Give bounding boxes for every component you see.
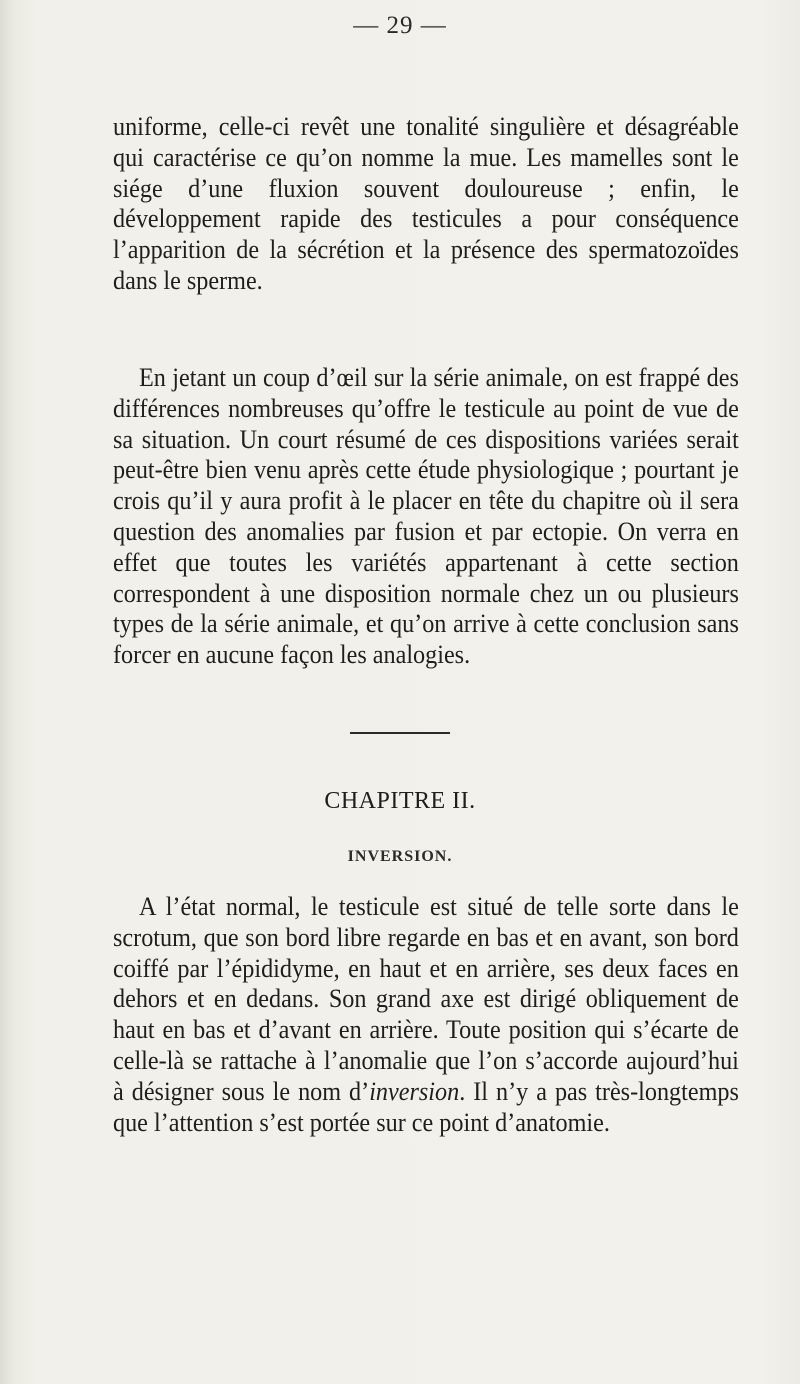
page-number: — 29 — bbox=[353, 12, 447, 39]
chapter-title: CHAPITRE II. bbox=[324, 788, 476, 814]
paragraph-3-text-end: . Il n’y a pas très-longtemps que l’attention s’est portée sur ce point d’anatomie. bbox=[113, 1076, 739, 1137]
section-divider bbox=[350, 732, 450, 734]
section-title: INVERSION. bbox=[347, 848, 453, 865]
paragraph-inversion bbox=[113, 892, 739, 1138]
paragraph-3-text-start: A l’état normal, le testicule est situé de telle sorte dans le scrotum, que son bord libre regarde en bas et en avant, son bord coiffé par l’épididyme, en haut et en arrière, ses deux faces en dehors et en dedans. Son grand axe est dirigé obliquement de haut en bas et d’avant en arrière. Toute position qui s’écarte de celle-là se rattache à l’anomalie que l’on s’accorde aujourd’hui à désigner sous le nom d’ bbox=[113, 892, 739, 1106]
paragraph-3-emphasis: inversion bbox=[369, 1076, 460, 1106]
paragraph-series-animale: En jetant un coup d’œil sur la série animale, on est frappé des différences nombreuses qu’offre le testicule au point de vue de sa situation. Un court résumé de ces dispositions variées serait peut-être bien venu après cette étude physiologique ; pourtant je crois qu’il y aura profit à le placer en tête du chapitre où il sera question des anomalies par fusion et par ectopie. On verra en effet que toutes les variétés appartenant à cette section correspondent à une disposition normale chez un ou plusieurs types de la série animale, et qu’on arrive à cette conclusion sans forcer en aucune façon les analogies. bbox=[113, 363, 739, 670]
paragraph-continuation: uniforme, celle-ci revêt une tonalité singulière et désagréable qui caractérise ce qu’on nomme la mue. Les mamelles sont le siége d’une fluxion souvent douloureuse ; enfin, le développement rapide des testicules a pour conséquence l’apparition de la sécrétion et la présence des spermatozoïdes dans le sperme. bbox=[113, 112, 739, 295]
